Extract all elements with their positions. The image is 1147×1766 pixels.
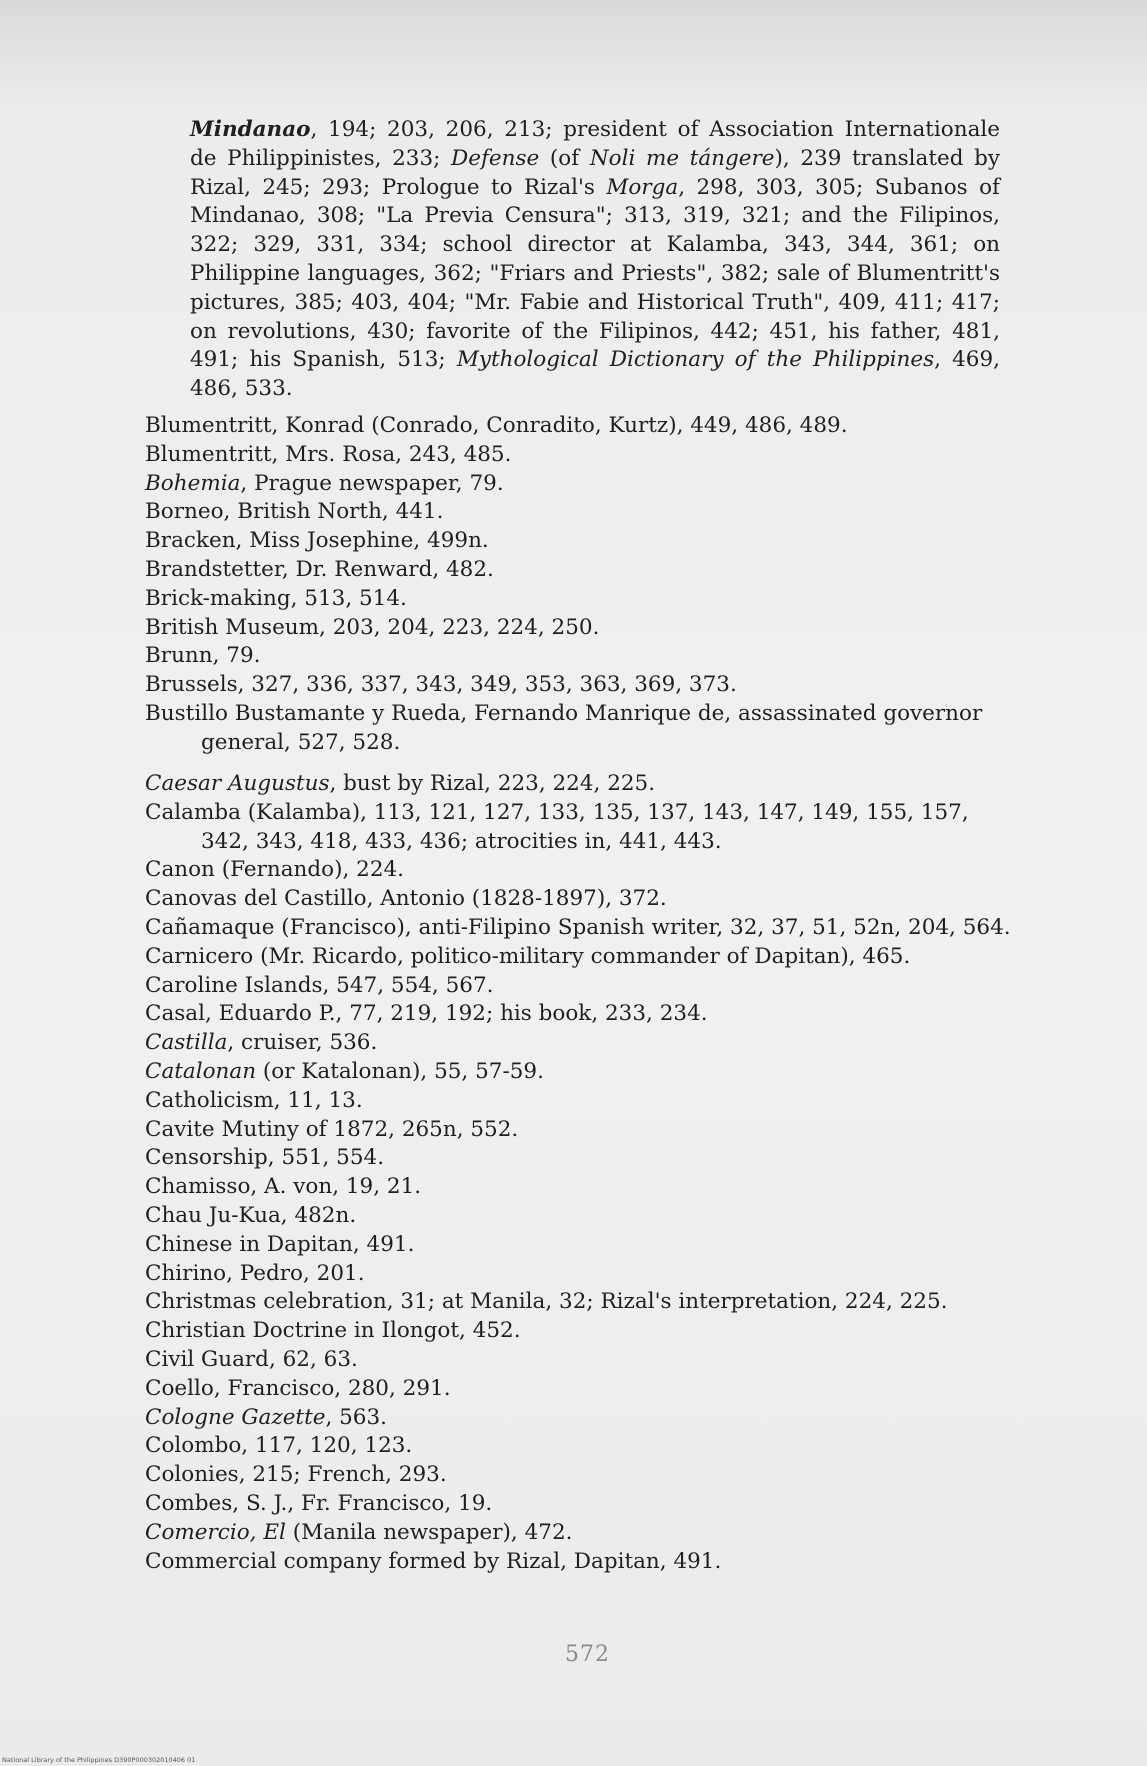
entry-title: Bohemia — [145, 470, 241, 496]
entry-text: Casal, Eduardo P., 77, 219, 192; his book, 233, 234. — [145, 1001, 708, 1027]
entry-text: Christmas celebration, 31; at Manila, 32; Rizal's interpretation, 224, 225. — [145, 1289, 948, 1315]
entry-text: Bracken, Miss Josephine, 499n. — [145, 528, 489, 554]
index-entry — [145, 1519, 1015, 1548]
footer-credit: National Library of the Philippines D390P000302010406 01 — [2, 1756, 196, 1764]
index-entry — [145, 1231, 1015, 1260]
index-entry — [145, 1461, 1015, 1490]
index-entry — [145, 1432, 1015, 1461]
index-entry — [145, 1058, 1015, 1087]
entry-title: Cologne Gazette — [145, 1404, 326, 1430]
entry-text: Blumentritt, Konrad (Conrado, Conradito, Kurtz), 449, 486, 489. — [145, 413, 848, 438]
entry-text: Brick-making, 513, 514. — [145, 585, 407, 611]
entry-text: , 563. — [325, 1404, 387, 1430]
index-entry — [145, 1087, 1015, 1116]
index-entry — [145, 700, 1015, 758]
index-entry — [145, 556, 1015, 585]
entry-text: Cavite Mutiny of 1872, 265n, 552. — [145, 1116, 519, 1142]
entry-title: Catalonan — [145, 1058, 257, 1084]
index-entry — [145, 470, 1015, 499]
index-entry — [145, 671, 1015, 700]
index-entry — [145, 527, 1015, 556]
entry-text: Christian Doctrine in Ilongot, 452. — [145, 1318, 521, 1344]
index-entry — [145, 1317, 1015, 1346]
index-entry — [145, 885, 1015, 914]
entry-text: Civil Guard, 62, 63. — [145, 1346, 358, 1372]
index-entry — [145, 943, 1015, 972]
entry-text: Brunn, 79. — [145, 643, 261, 669]
entry-text: British Museum, 203, 204, 223, 224, 250. — [145, 614, 600, 640]
index-entry — [145, 1346, 1015, 1375]
index-entry — [145, 642, 1015, 671]
entry-text: Chamisso, A. von, 19, 21. — [145, 1174, 422, 1200]
index-entry — [145, 1173, 1015, 1202]
entry-text: Canon (Fernando), 224. — [145, 857, 405, 883]
index-entry — [145, 1375, 1015, 1404]
entry-text: Chirino, Pedro, 201. — [145, 1260, 365, 1286]
index-entry — [145, 1000, 1015, 1029]
index-entry — [145, 498, 1015, 527]
entries-c-section — [145, 770, 1015, 1576]
index-entry — [145, 441, 1015, 470]
entry-text: Calamba (Kalamba), 113, 121, 127, 133, 135, 137, 143, 147, 149, 155, 157, 342, 343, 418, 433, 436; atrocities in, 441, 443. — [145, 799, 969, 854]
index-entry — [145, 1404, 1015, 1433]
entry-text: Coello, Francisco, 280, 291. — [145, 1375, 451, 1401]
page-number: 572 — [565, 1642, 610, 1667]
index-entry — [145, 856, 1015, 885]
index-entry — [145, 412, 1015, 441]
entry-text: Colombo, 117, 120, 123. — [145, 1433, 413, 1459]
entry-text: Brandstetter, Dr. Renward, 482. — [145, 556, 494, 582]
index-entry — [145, 1202, 1015, 1231]
entry-text: (or Katalonan), 55, 57-59. — [256, 1058, 544, 1084]
entry-text: Borneo, British North, 441. — [145, 499, 444, 525]
entry-text: Cañamaque (Francisco), anti-Filipino Spanish writer, 32, 37, 51, 52n, 204, 564. — [145, 914, 1011, 940]
entry-text: Catholicism, 11, 13. — [145, 1087, 363, 1113]
entry-text: , Prague newspaper, 79. — [240, 470, 504, 496]
entry-text: Combes, S. J., Fr. Francisco, 19. — [145, 1490, 493, 1516]
entry-text: Brussels, 327, 336, 337, 343, 349, 353, 363, 369, 373. — [145, 672, 737, 698]
index-entry — [145, 799, 1015, 857]
index-entry — [145, 1116, 1015, 1145]
entry-head: Mindanao — [190, 117, 311, 142]
entry-text: (Manila newspaper), 472. — [285, 1519, 573, 1545]
entry-text: Carnicero (Mr. Ricardo, politico-military commander of Dapitan), 465. — [145, 943, 911, 969]
entry-text: Chau Ju-Kua, 482n. — [145, 1202, 357, 1228]
entries-b-section — [145, 412, 1015, 758]
entry-text: Blumentritt, Mrs. Rosa, 243, 485. — [145, 441, 512, 467]
entry-text: , bust by Rizal, 223, 224, 225. — [329, 771, 656, 796]
entry-title: Caesar Augustus — [145, 771, 330, 796]
entry-title: Castilla — [145, 1030, 228, 1056]
index-entry — [145, 1029, 1015, 1058]
index-entry — [145, 614, 1015, 643]
index-entry — [145, 914, 1015, 943]
index-entry — [145, 1260, 1015, 1289]
entry-text: Chinese in Dapitan, 491. — [145, 1231, 415, 1257]
entry-title: Comercio, El — [145, 1519, 286, 1545]
entry-text: , cruiser, 536. — [227, 1030, 378, 1056]
index-entry — [145, 770, 1015, 799]
entry-text: Censorship, 551, 554. — [145, 1145, 385, 1171]
index-entry — [145, 972, 1015, 1001]
index-entry — [145, 1548, 1015, 1577]
entry-text: Bustillo Bustamante y Rueda, Fernando Manrique de, assassinated governor general, 527, 528. — [145, 700, 983, 755]
entry-text: Commercial company formed by Rizal, Dapitan, 491. — [145, 1548, 722, 1574]
mindanao-continuation: Mindanao, 194; 203, 206, 213; president of Association Internationale de Philippinistes, 233; Defense (of Noli me tángere), 239 translated by Rizal, 245; 293; Prologue to Rizal's Morga, 298, 303, 305; Subanos of Mindanao, 308; "La Previa Censura"; 313, 319, 321; and the Filipinos, 322; 329, 331, 334; school director at Kalamba, 343, 344, 361; on Philippine languages, 362; "Friars and Priests", 382; sale of Blumentritt's pictures, 385; 403, 404; "Mr. Fabie and Historical Truth", 409, 411; 417; on revolutions, 430; favorite of the Filipinos, 442; 451, his father, 481, 491; his Spanish, 513; Mythological Dictionary of the Philippines, 469, 486, 533. — [190, 117, 1000, 402]
entry-text: Canovas del Castillo, Antonio (1828-1897), 372. — [145, 886, 667, 912]
entry-text: Caroline Islands, 547, 554, 567. — [145, 972, 494, 998]
index-entry — [145, 1288, 1015, 1317]
index-entry — [145, 1144, 1015, 1173]
index-entry — [145, 585, 1015, 614]
entry-text: Colonies, 215; French, 293. — [145, 1462, 447, 1488]
index-entry — [145, 1490, 1015, 1519]
